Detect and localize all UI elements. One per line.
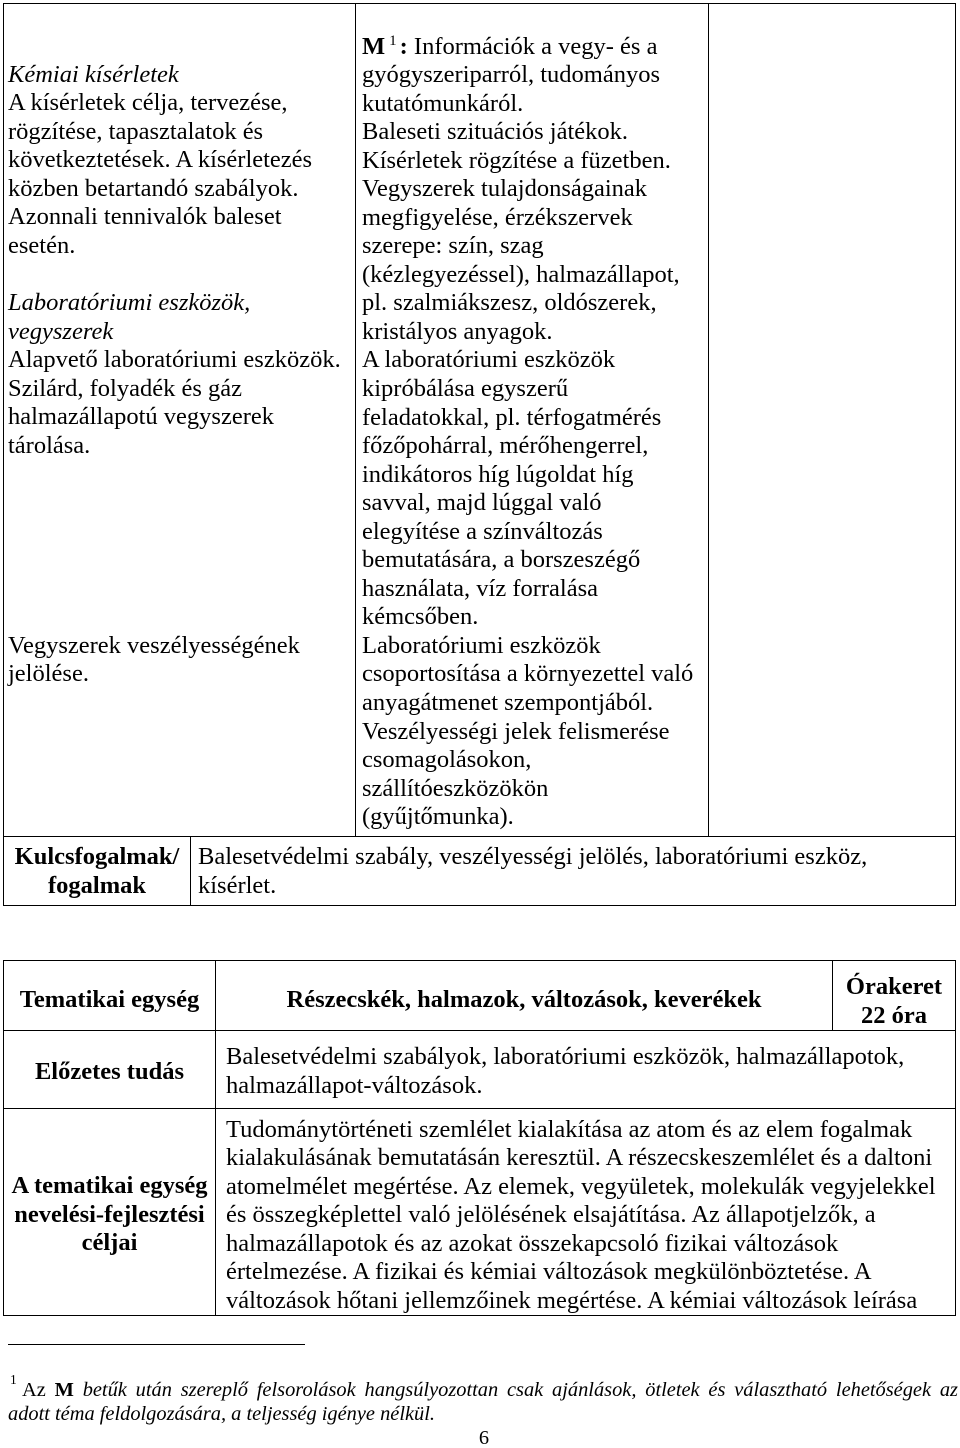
activities-text: gyógyszeriparról, tudományos kutatómunkáról. Baleseti szituációs játékok. Kísérletek rögzítése a füzetben. Vegyszerek tulajdonságainak megfigyelése, érzékszervek szerepe: szín, szag (kézlegyezéssel), halmazállapot, pl. szalmiákszesz, oldószerek, kristályos anyagok. A laboratóriumi eszközök kipróbálása egyszerű feladatokkal, pl. térfogatmérés főzőpohárral, mérőhengerrel, indikátoros híg lúgoldat híg savval, majd lúggal való elegyítése a színváltozás bemutatására, a borszeszégő használata, víz forralása kémcsőben. Laboratóriumi eszközök csoportosítása a környezettel való anyagátmenet szempontjából. Veszélyességi jelek felismerése csomagolásokon, szállítóeszközökön (gyűjtőmunka). bbox=[362, 61, 694, 831]
topic-text-hazard-labels: Vegyszerek veszélyességének jelölése. bbox=[8, 631, 300, 688]
footnote-line-2: adott téma feldolgozására, a teljesség igénye nélkül. bbox=[8, 1403, 435, 1425]
prior-knowledge-label: Előzetes tudás bbox=[34, 1058, 185, 1085]
key-concepts-text: Balesetvédelmi szabály, veszélyességi jelölés, laboratóriumi eszköz, kísérlet. bbox=[198, 843, 868, 899]
notes-cell bbox=[708, 3, 956, 837]
footnote-letter: M bbox=[54, 1379, 74, 1401]
hours-label: Órakeret bbox=[845, 973, 943, 1000]
activities-first-text: Információk a vegy- és a bbox=[413, 32, 658, 60]
unit-title: Részecskék, halmazok, változások, keverékek bbox=[286, 986, 762, 1013]
footnote-separator bbox=[8, 1344, 305, 1345]
unit-label: Tematikai egység bbox=[19, 986, 200, 1013]
goals-text: Tudománytörténeti szemlélet kialakítása az atom és az elem fogalmak kialakulásának bemutatásán keresztül. A részecskeszemlélet és a daltoni atomelmélet megértése. Az elemek, vegyületek, molekulák vegyjelekkel és összegképlettel való jelölésének elsajátítása. Az állapotjelzők, a halmazállapotok és az azokat összekapcsoló fizikai változások értelmezése. A fizikai és kémiai változások megkülönböztetése. A változások hőtani jellemzőinek megértése. A kémiai változások leírása bbox=[226, 1115, 936, 1314]
footnote-text-1: betűk után szereplő felsorolások hangsúlyozottan csak ajánlások, ötletek és választható lehetőségek az bbox=[82, 1379, 958, 1401]
topic-heading-experiments: Kémiai kísérletek bbox=[8, 60, 179, 88]
page-number: 6 bbox=[478, 1427, 490, 1448]
key-concepts-label: Kulcsfogalmak/ fogalmak bbox=[14, 843, 180, 899]
hours-value: 22 óra bbox=[861, 1001, 927, 1029]
footnote-line-1 bbox=[22, 1379, 958, 1403]
footnote-intro: Az bbox=[22, 1379, 46, 1401]
m-marker: M bbox=[362, 32, 386, 60]
activities-first-line bbox=[362, 33, 657, 62]
footnote-reference: 1 bbox=[389, 32, 397, 49]
goals-label: A tematikai egység nevelési-fejlesztési céljai bbox=[11, 1172, 208, 1257]
topic-text-lab-tools: Alapvető laboratóriumi eszközök. Szilárd, folyadék és gáz halmazállapotú vegyszerek tárolása. bbox=[8, 346, 341, 459]
footnote-marker: 1 bbox=[10, 1372, 17, 1387]
m-marker-colon: : bbox=[399, 32, 408, 60]
prior-knowledge-text: Balesetvédelmi szabályok, laboratóriumi eszközök, halmazállapotok, halmazállapot-változások. bbox=[226, 1043, 905, 1099]
topic-heading-lab-tools: Laboratóriumi eszközök, vegyszerek bbox=[8, 289, 251, 345]
topic-text-experiments: A kísérletek célja, tervezése, rögzítése, tapasztalatok és következtetések. A kísérletezés közben betartandó szabályok. Azonnali tennivalók baleset esetén. bbox=[8, 89, 313, 259]
